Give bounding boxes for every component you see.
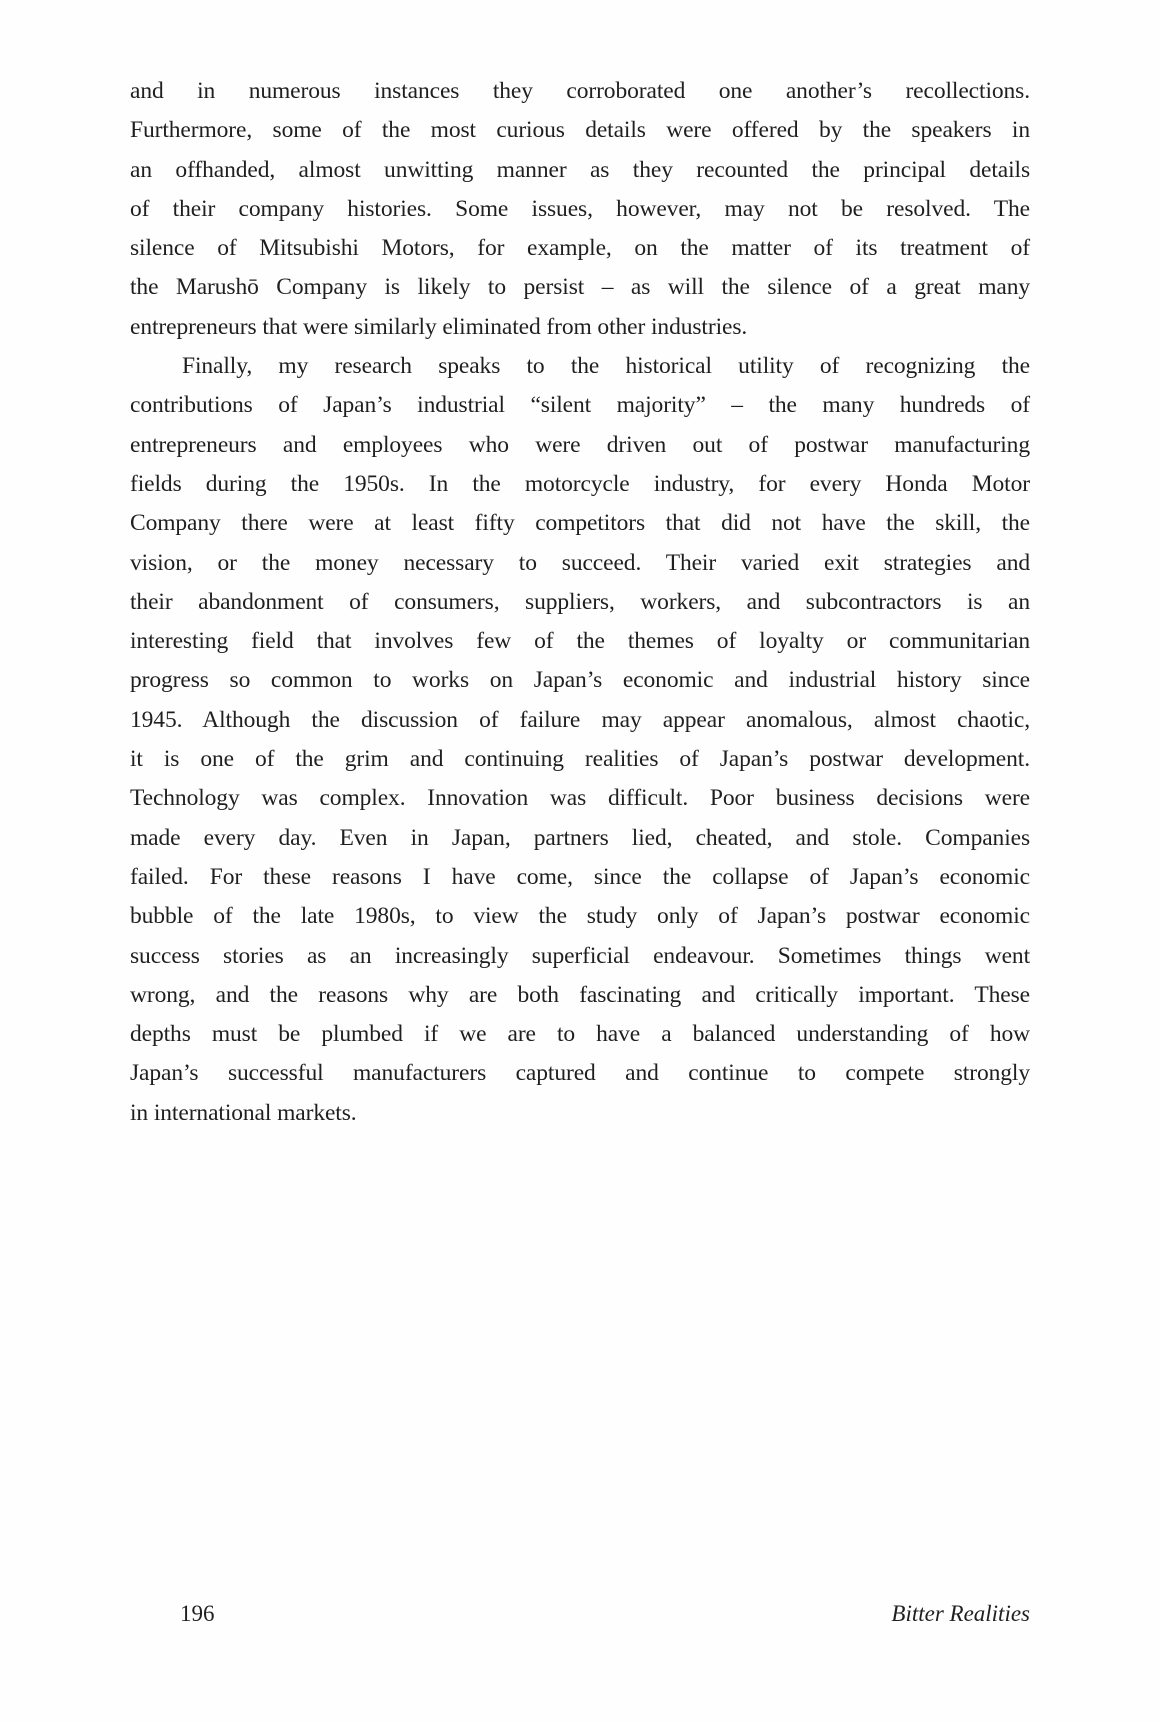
- text-line: progress so common to works on Japan’s economic and industrial history since: [130, 667, 1030, 694]
- text-line: Finally, my research speaks to the historical utility of recognizing the: [182, 353, 1030, 380]
- text-line: entrepreneurs and employees who were driven out of postwar manufacturing: [130, 431, 1030, 458]
- text-line: it is one of the grim and continuing realities of Japan’s postwar development.: [130, 746, 1030, 773]
- text-line: fields during the 1950s. In the motorcycle industry, for every Honda Motor: [130, 470, 1030, 497]
- text-line: their abandonment of consumers, suppliers, workers, and subcontractors is an: [130, 588, 1030, 615]
- text-line: contributions of Japan’s industrial “silent majority” – the many hundreds of: [130, 392, 1030, 419]
- text-line: Furthermore, some of the most curious details were offered by the speakers in: [130, 117, 1030, 144]
- paragraph: [130, 72, 1030, 347]
- text-line: Japan’s successful manufacturers captured and continue to compete strongly: [130, 1060, 1030, 1087]
- paragraph: [130, 347, 1030, 1133]
- running-title: Bitter Realities: [891, 1601, 1030, 1626]
- text-line: and in numerous instances they corroborated one another’s recollections.: [130, 78, 1030, 104]
- text-line: failed. For these reasons I have come, since the collapse of Japan’s economic: [130, 863, 1030, 890]
- text-line: vision, or the money necessary to succeed. Their varied exit strategies and: [130, 549, 1030, 576]
- text-line: Technology was complex. Innovation was difficult. Poor business decisions were: [130, 785, 1030, 812]
- text-line: entrepreneurs that were similarly eliminated from other industries.: [130, 313, 748, 340]
- body-text: [130, 72, 1030, 1133]
- text-line: Company there were at least fifty competitors that did not have the skill, the: [130, 510, 1030, 537]
- text-line: in international markets.: [130, 1099, 357, 1126]
- page-footer: [130, 1594, 1030, 1634]
- text-line: 1945. Although the discussion of failure may appear anomalous, almost chaotic,: [130, 706, 1030, 733]
- text-line: the Marushō Company is likely to persist – as will the silence of a great many: [130, 274, 1030, 301]
- text-line: success stories as an increasingly superficial endeavour. Sometimes things went: [130, 942, 1030, 969]
- text-line: silence of Mitsubishi Motors, for example, on the matter of its treatment of: [130, 235, 1030, 262]
- page-number: 196: [180, 1601, 215, 1626]
- text-line: bubble of the late 1980s, to view the study only of Japan’s postwar economic: [130, 903, 1030, 930]
- text-line: wrong, and the reasons why are both fascinating and critically important. These: [130, 981, 1030, 1008]
- text-line: of their company histories. Some issues, however, may not be resolved. The: [130, 195, 1030, 222]
- text-line: interesting field that involves few of the themes of loyalty or communitarian: [130, 628, 1030, 655]
- text-line: depths must be plumbed if we are to have a balanced understanding of how: [130, 1021, 1030, 1048]
- text-line: made every day. Even in Japan, partners lied, cheated, and stole. Companies: [130, 824, 1030, 851]
- text-line: an offhanded, almost unwitting manner as they recounted the principal details: [130, 156, 1030, 183]
